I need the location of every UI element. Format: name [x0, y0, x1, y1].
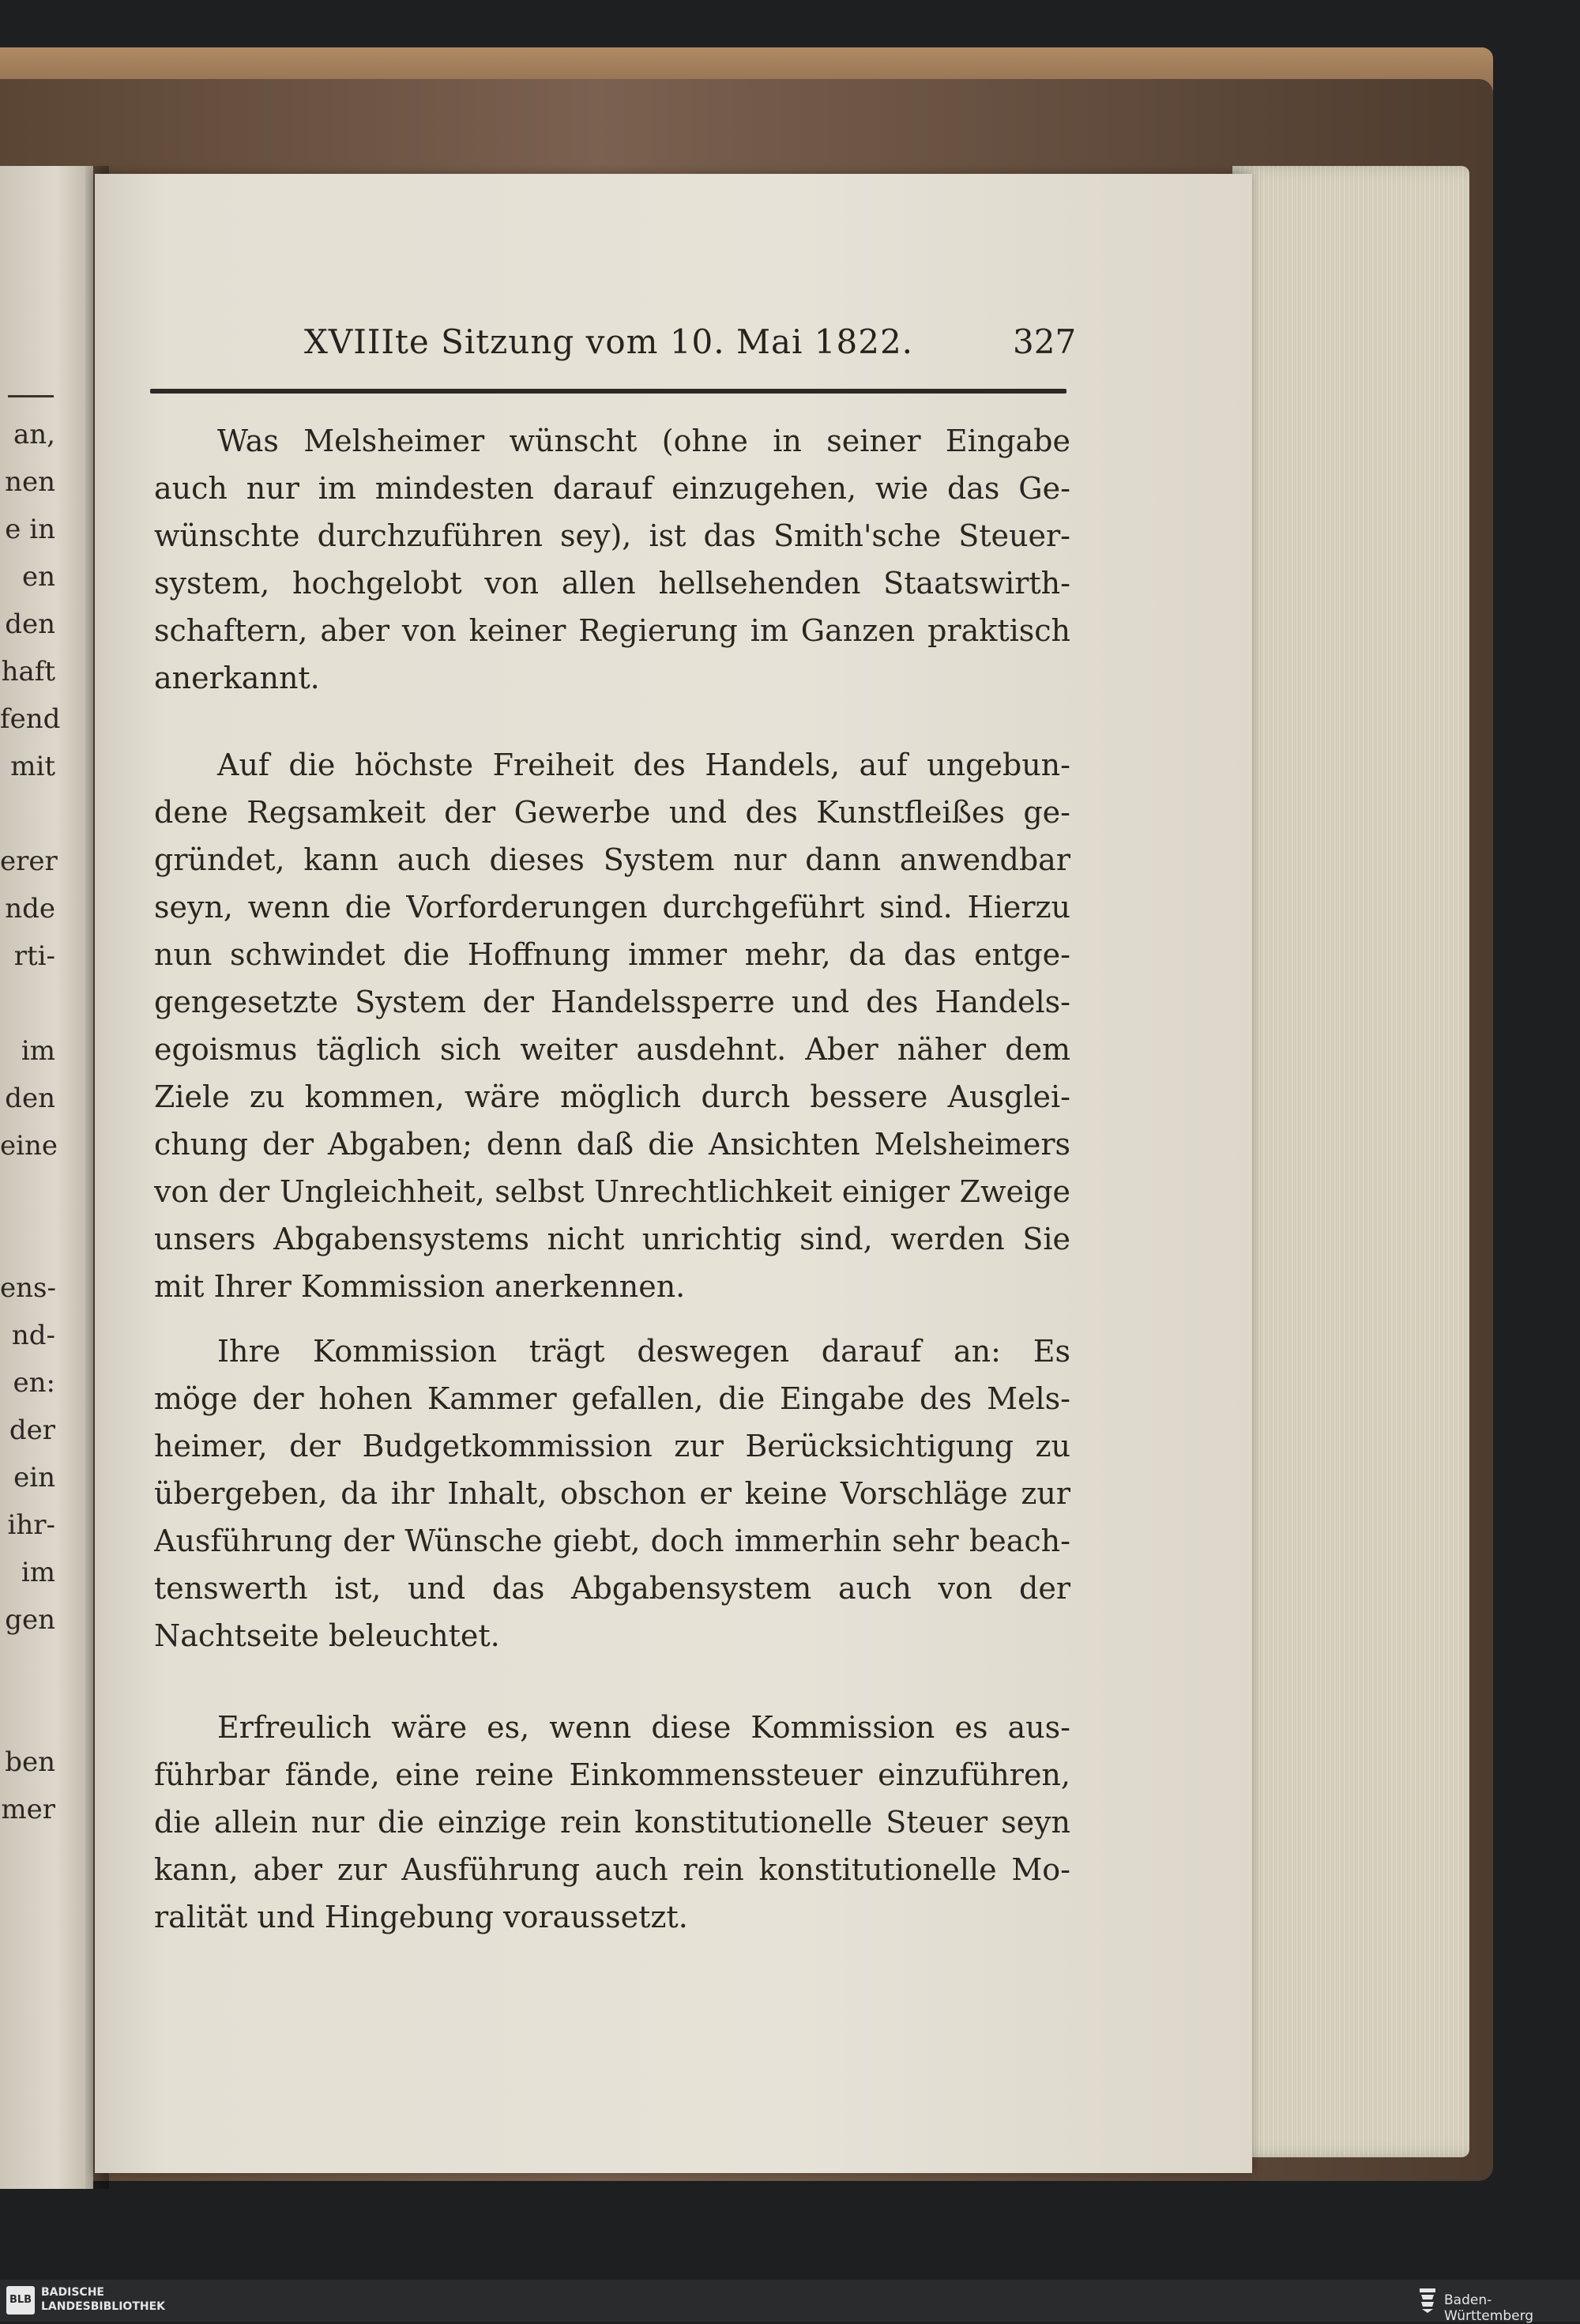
left-page-fragment: nde — [5, 893, 55, 925]
text-line: Ihre Kommission trägt deswegen darauf an: Es — [217, 1334, 1070, 1369]
text-line: auch nur im mindesten darauf einzugehen, wie das Ge‑ — [154, 471, 1070, 506]
left-page-fragment: der — [9, 1414, 55, 1446]
blb-logo: BLB — [6, 2286, 35, 2315]
page-number: 327 — [1013, 322, 1077, 361]
page-edges — [1232, 166, 1469, 2157]
text-line: führbar fände, eine reine Einkommenssteuer einzuführen, — [154, 1757, 1070, 1792]
library-name-line2: LANDESBIBLIOTHEK — [41, 2300, 166, 2313]
text-line: kann, aber zur Ausführung auch rein konstitutionelle Mo‑ — [154, 1852, 1070, 1887]
text-line: system, hochgelobt von allen hellsehenden Staatswirth‑ — [154, 566, 1070, 601]
left-page-fragment: nd‑ — [11, 1320, 55, 1351]
partner-name: Baden-Württemberg — [1444, 2292, 1534, 2324]
left-page-rule — [8, 395, 54, 397]
left-page-fragment: mer — [1, 1794, 55, 1825]
left-page-fragment — [0, 1644, 55, 1691]
text-line: gengesetzte System der Handelssperre und des Handels‑ — [154, 985, 1070, 1019]
left-page-fragment: nen — [5, 466, 55, 498]
text-line: ralität und Hingebung voraussetzt. — [154, 1900, 688, 1934]
left-page-text — [0, 411, 61, 1833]
left-page-fragment: im — [21, 1035, 55, 1067]
text-line: möge der hohen Kammer gefallen, die Eingabe des Mels‑ — [154, 1381, 1070, 1416]
text-line: mit Ihrer Kommission anerkennen. — [154, 1269, 686, 1304]
left-page-fragment: ihr‑ — [7, 1509, 55, 1541]
left-page-fragment — [0, 1217, 55, 1264]
text-line: anerkannt. — [154, 661, 320, 695]
left-page-fragment: ens‑ — [0, 1272, 56, 1304]
text-line: übergeben, da ihr Inhalt, obschon er keine Vorschläge zur — [154, 1476, 1070, 1511]
left-page-fragment: haft — [1, 656, 55, 687]
left-page-fragment — [0, 790, 55, 838]
text-line: Ausführung der Wünsche giebt, doch immerhin sehr beach‑ — [154, 1524, 1070, 1558]
left-page-fragment: mit — [10, 751, 55, 782]
paragraph-3 — [154, 1328, 1070, 1659]
text-line: heimer, der Budgetkommission zur Berücksichtigung zu — [154, 1429, 1070, 1463]
footer-bar — [0, 2280, 1580, 2322]
text-line: nun schwindet die Hoffnung immer mehr, da das entge‑ — [154, 937, 1070, 972]
paragraph-1 — [154, 417, 1070, 702]
left-page-fragment: fend — [0, 703, 61, 735]
left-page-fragment: gen — [5, 1604, 55, 1636]
library-name-line1: BADISCHE — [41, 2286, 104, 2299]
paragraph-4 — [154, 1704, 1070, 1941]
text-line: Auf die höchste Freiheit des Handels, auf ungebun‑ — [217, 748, 1070, 782]
left-page-fragment — [0, 1170, 55, 1217]
text-line: unsers Abgabensystems nicht unrichtig sind, werden Sie — [154, 1222, 1070, 1256]
text-line: wünschte durchzuführen sey), ist das Smith'sche Steuer‑ — [154, 518, 1070, 553]
left-page-fragment: ein — [13, 1462, 55, 1493]
text-line: schaftern, aber von keiner Regierung im Ganzen praktisch — [154, 613, 1070, 648]
left-page-fragment — [0, 1691, 55, 1738]
left-page-fragment: e in — [5, 514, 55, 545]
left-page-fragment: en: — [13, 1367, 55, 1399]
left-page-fragment: im — [21, 1557, 55, 1588]
text-line: seyn, wenn die Vorforderungen durchgeführt sind. Hierzu — [154, 890, 1070, 925]
text-line: Ziele zu kommen, wäre möglich durch bessere Ausglei‑ — [154, 1079, 1070, 1114]
text-line: Nachtseite beleuchtet. — [154, 1618, 500, 1653]
text-line: Was Melsheimer wünscht (ohne in seiner Eingabe — [217, 424, 1070, 458]
library-name — [41, 2285, 165, 2314]
text-line: egoismus täglich sich weiter ausdehnt. Aber näher dem — [154, 1032, 1070, 1067]
left-page-fragment: ben — [5, 1746, 55, 1778]
text-line: dene Regsamkeit der Gewerbe und des Kunstfleißes ge‑ — [154, 795, 1070, 830]
lion-crest-icon — [1417, 2287, 1438, 2314]
text-line: von der Ungleichheit, selbst Unrechtlichkeit einiger Zweige — [154, 1174, 1070, 1209]
left-page-fragment: eine — [0, 1130, 58, 1162]
running-head: XVIIIte Sitzung vom 10. Mai 1822. — [304, 322, 914, 361]
text-line: die allein nur die einzige rein konstitutionelle Steuer seyn — [154, 1805, 1070, 1840]
text-line: gründet, kann auch dieses System nur dann anwendbar — [154, 842, 1070, 877]
left-page-fragment: den — [5, 1083, 55, 1114]
header-rule — [150, 389, 1066, 394]
left-page-fragment: erer — [0, 846, 58, 877]
left-page-fragment — [0, 980, 55, 1027]
paragraph-2 — [154, 741, 1070, 1310]
text-line: chung der Abgaben; denn daß die Ansichten Melsheimers — [154, 1127, 1070, 1162]
left-page-fragment: rti‑ — [13, 940, 55, 972]
text-line: tenswerth ist, und das Abgabensystem auch von der — [154, 1571, 1070, 1606]
left-page-fragment: den — [5, 608, 55, 640]
text-line: Erfreulich wäre es, wenn diese Kommission es aus‑ — [217, 1710, 1070, 1745]
left-page-fragment: en — [21, 561, 55, 593]
left-page-fragment: an, — [13, 419, 55, 450]
